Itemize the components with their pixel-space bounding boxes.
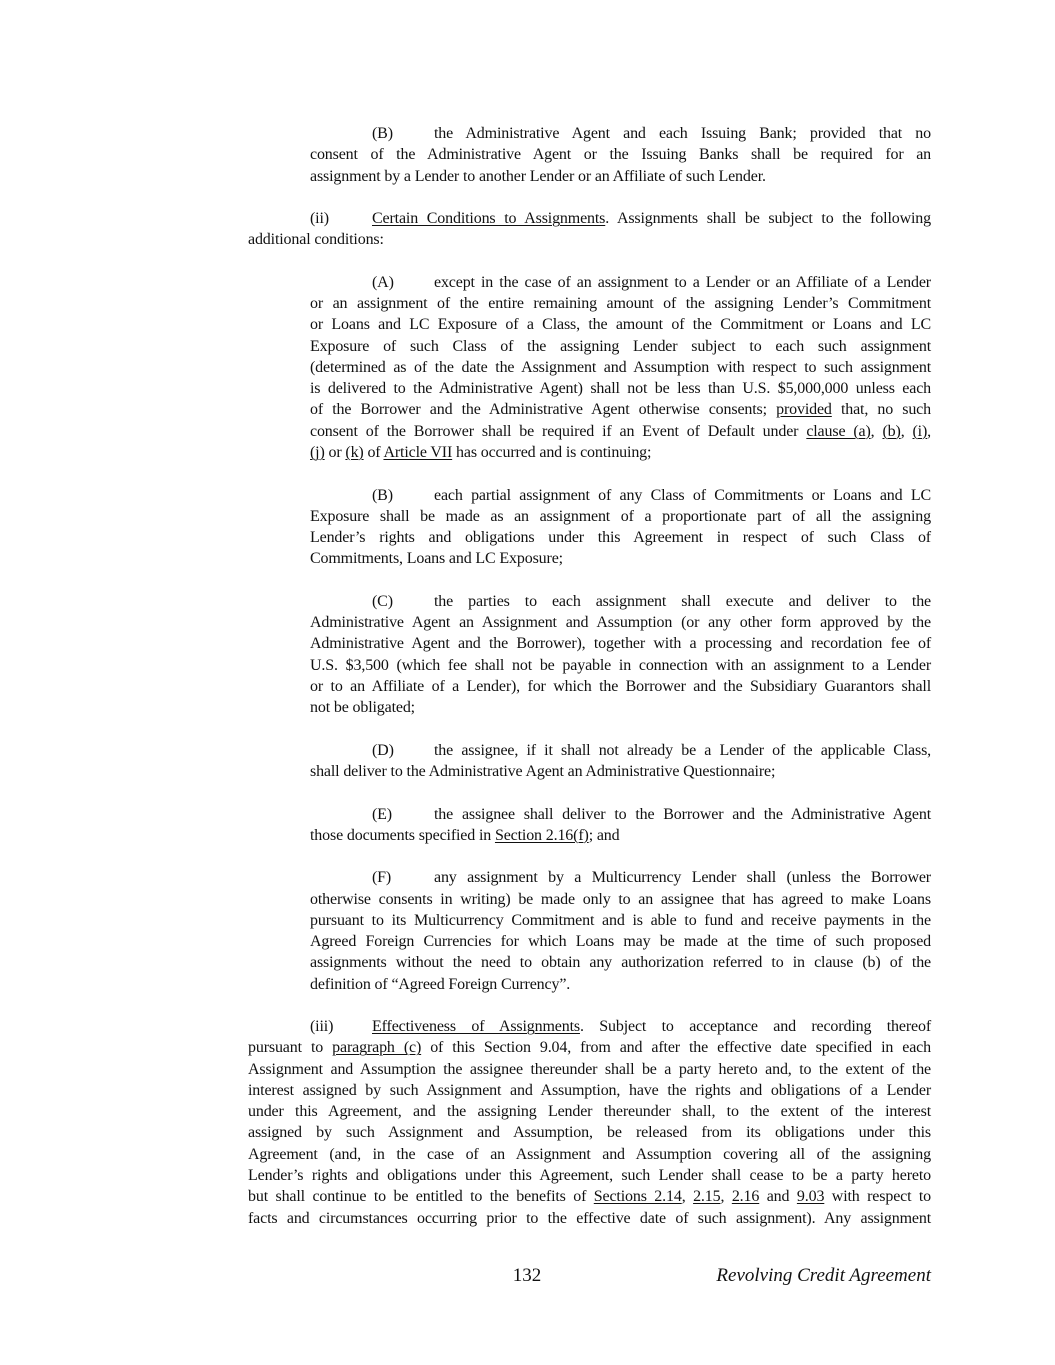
text-line	[310, 952, 931, 973]
text-line	[248, 1122, 931, 1143]
text-line	[310, 548, 931, 569]
text-line	[248, 1165, 931, 1186]
clause-label: (ii)	[310, 210, 329, 228]
text-line	[310, 378, 931, 399]
text-run: is delivered to the Administrative Agent) shall not be less than U.S. $5,000,000 unless each	[310, 380, 931, 398]
cross-reference: Sections 2.14	[593, 1188, 682, 1206]
document-title: Revolving Credit Agreement	[716, 1265, 931, 1286]
page-footer	[248, 1265, 931, 1287]
text-line	[248, 1016, 931, 1037]
text-run: the assignee, if it shall not already be a Lender of the applicable Class,	[434, 741, 931, 759]
document-body	[0, 123, 1055, 1250]
text-line	[310, 399, 931, 420]
text-line	[310, 591, 931, 612]
text-run: shall deliver to the Administrative Agent an Administrative Questionnaire;	[310, 762, 776, 780]
clause-label: (D)	[372, 741, 394, 759]
clause-label: (B)	[372, 486, 393, 504]
cross-reference: (k)	[345, 443, 364, 461]
text-line	[248, 1101, 931, 1122]
clause-text	[372, 1016, 931, 1037]
cross-reference: Certain Conditions to Assignments	[372, 210, 606, 228]
text-run: Exposure of such Class of the assigning Lender subject to each such assignment	[310, 337, 931, 355]
cross-reference: 9.03	[796, 1188, 825, 1206]
text-run: but shall continue to be entitled to the benefits of	[248, 1188, 594, 1206]
cross-reference: (b)	[882, 422, 901, 440]
text-run: pursuant to its Multicurrency Commitment and is able to fund and receive payments in the	[310, 911, 931, 929]
text-line	[310, 804, 931, 825]
text-run: under this Agreement, and the assigning Lender thereunder shall, to the extent of the interest	[248, 1103, 931, 1121]
text-line	[310, 612, 931, 633]
text-line	[248, 1144, 931, 1165]
text-line	[310, 506, 931, 527]
text-run: pursuant to	[248, 1039, 333, 1057]
text-line	[310, 421, 931, 442]
cross-reference: paragraph (c)	[332, 1039, 422, 1057]
text-line	[310, 974, 931, 995]
text-run: each partial assignment of any Class of Commitments or Loans and LC	[434, 486, 931, 504]
text-line	[248, 1059, 931, 1080]
text-run: of the Borrower and the Administrative Agent otherwise consents;	[310, 401, 777, 419]
clause-text	[434, 804, 931, 825]
text-run: Lender’s rights and obligations under this Agreement, such Lender shall cease to be a party hereto	[248, 1167, 931, 1185]
text-run: Exposure shall be made as an assignment of a proportionate part of all the assigning	[310, 507, 931, 525]
text-run: of this Section 9.04, from and after the effective date specified in each	[421, 1039, 931, 1057]
text-run: ; and	[588, 826, 620, 844]
text-run: the assignee shall deliver to the Borrower and the Administrative Agent	[434, 805, 931, 823]
clause-label: (F)	[372, 869, 392, 887]
clause-paragraph	[310, 804, 931, 847]
text-line	[310, 761, 931, 782]
cross-reference: 2.16	[731, 1188, 760, 1206]
text-line	[310, 931, 931, 952]
text-run: ,	[870, 422, 883, 440]
cross-reference: clause (a)	[806, 422, 871, 440]
clause-label: (C)	[372, 592, 393, 610]
text-run: those documents specified in	[310, 826, 495, 844]
clause-paragraph	[248, 208, 931, 251]
text-run: of	[363, 443, 384, 461]
text-run: Commitments, Loans and LC Exposure;	[310, 550, 563, 568]
clause-paragraph	[310, 867, 931, 995]
text-line	[310, 442, 931, 463]
text-run: consent of the Administrative Agent or the Issuing Banks shall be required for an	[310, 146, 931, 164]
text-run: or an assignment of the entire remaining amount of the assigning Lender’s Commitment	[310, 295, 931, 313]
text-run: ,	[681, 1188, 694, 1206]
cross-reference: (j)	[310, 443, 325, 461]
text-run: facts and circumstances occurring prior to the effective date of such assignment). Any assignment	[248, 1209, 931, 1227]
text-run: (determined as of the date the Assignment and Assumption with respect to such assignment	[310, 358, 931, 376]
text-line	[248, 1186, 931, 1207]
text-run: otherwise consents in writing) be made only to an assignee that has agreed to make Loans	[310, 890, 931, 908]
text-run: Lender’s rights and obligations under this Agreement in respect of such Class of	[310, 529, 931, 547]
text-line	[310, 166, 931, 187]
text-run: or to an Affiliate of a Lender), for which the Borrower and the Subsidiary Guarantors shall	[310, 677, 931, 695]
text-run: the Administrative Agent and each Issuing Bank; provided that no	[434, 125, 931, 142]
text-line	[310, 676, 931, 697]
text-run: consent of the Borrower shall be required if an Event of Default under	[310, 422, 807, 440]
text-line	[310, 633, 931, 654]
text-line	[310, 825, 931, 846]
cross-reference: Article VII	[383, 443, 453, 461]
text-run: definition of “Agreed Foreign Currency”.	[310, 975, 571, 993]
text-line	[310, 293, 931, 314]
text-run: assignments without the need to obtain any authorization referred to in clause (b) of the	[310, 954, 931, 972]
text-run: . Subject to acceptance and recording thereof	[579, 1018, 931, 1036]
clause-text	[372, 208, 931, 229]
clause-label: (iii)	[310, 1018, 334, 1036]
text-run: or	[324, 443, 346, 461]
text-line	[248, 208, 931, 229]
text-run: Administrative Agent and the Borrower), together with a processing and recordation fee of	[310, 635, 931, 653]
text-line	[310, 357, 931, 378]
cross-reference: (i)	[912, 422, 928, 440]
text-run: ,	[720, 1188, 732, 1206]
text-line	[310, 697, 931, 718]
clause-label: (B)	[372, 125, 393, 142]
text-run: . Assignments shall be subject to the following	[605, 210, 931, 228]
text-run: that, no such	[831, 401, 931, 419]
text-run: and	[759, 1188, 797, 1206]
clause-text	[434, 867, 931, 888]
clause-text	[434, 123, 931, 144]
text-run: interest assigned by such Assignment and Assumption, have the rights and obligations of a Lender	[248, 1081, 931, 1099]
text-line	[248, 1208, 931, 1229]
text-line	[310, 910, 931, 931]
clause-paragraph	[310, 123, 931, 187]
text-run: Administrative Agent an Assignment and Assumption (or any other form approved by the	[310, 614, 931, 632]
clause-paragraph	[310, 591, 931, 719]
text-line	[310, 123, 931, 144]
text-line	[310, 655, 931, 676]
text-run: Agreement (and, in the case of an Assignment and Assumption covering all of the assigning	[248, 1145, 931, 1163]
clause-label: (E)	[372, 805, 392, 823]
text-line	[310, 336, 931, 357]
clause-paragraph	[248, 1016, 931, 1229]
clause-text	[434, 740, 931, 761]
text-run: Assignment and Assumption the assignee thereunder shall be a party hereto and, to the extent of the	[248, 1060, 931, 1078]
clause-text	[434, 591, 931, 612]
text-line	[248, 229, 931, 250]
text-line	[310, 740, 931, 761]
text-run: assigned by such Assignment and Assumption, be released from its obligations under this	[248, 1124, 931, 1142]
page-number: 132	[512, 1265, 542, 1286]
text-line	[310, 144, 931, 165]
text-run: ,	[927, 422, 932, 440]
text-line	[310, 527, 931, 548]
text-run: has occurred and is continuing;	[452, 443, 652, 461]
cross-reference: Effectiveness of Assignments	[372, 1018, 580, 1036]
text-run: with respect to	[824, 1188, 932, 1206]
text-line	[248, 1080, 931, 1101]
text-run: the parties to each assignment shall execute and deliver to the	[434, 592, 931, 610]
clause-paragraph	[310, 740, 931, 783]
text-run: or Loans and LC Exposure of a Class, the amount of the Commitment or Loans and LC	[310, 316, 931, 334]
text-run: U.S. $3,500 (which fee shall not be payable in connection with an assignment to a Lender	[310, 656, 931, 674]
cross-reference: 2.15	[693, 1188, 721, 1206]
clause-label: (A)	[372, 273, 394, 291]
text-run: ,	[900, 422, 913, 440]
text-run: not be obligated;	[310, 699, 415, 717]
text-line	[310, 314, 931, 335]
text-line	[310, 485, 931, 506]
cross-reference: provided	[776, 401, 832, 419]
text-line	[310, 867, 931, 888]
text-run: except in the case of an assignment to a Lender or an Affiliate of a Lender	[434, 273, 931, 291]
text-run: additional conditions:	[248, 231, 384, 249]
clause-text	[434, 272, 931, 293]
text-run: any assignment by a Multicurrency Lender shall (unless the Borrower	[434, 869, 931, 887]
clause-paragraph	[310, 272, 931, 463]
cross-reference: Section 2.16(f)	[494, 826, 589, 844]
text-line	[310, 272, 931, 293]
clause-text	[434, 485, 931, 506]
clause-paragraph	[310, 485, 931, 570]
text-run: assignment by a Lender to another Lender or an Affiliate of such Lender.	[310, 167, 766, 185]
text-line	[310, 889, 931, 910]
text-run: Agreed Foreign Currencies for which Loans may be made at the time of such proposed	[310, 933, 931, 951]
text-line	[248, 1037, 931, 1058]
